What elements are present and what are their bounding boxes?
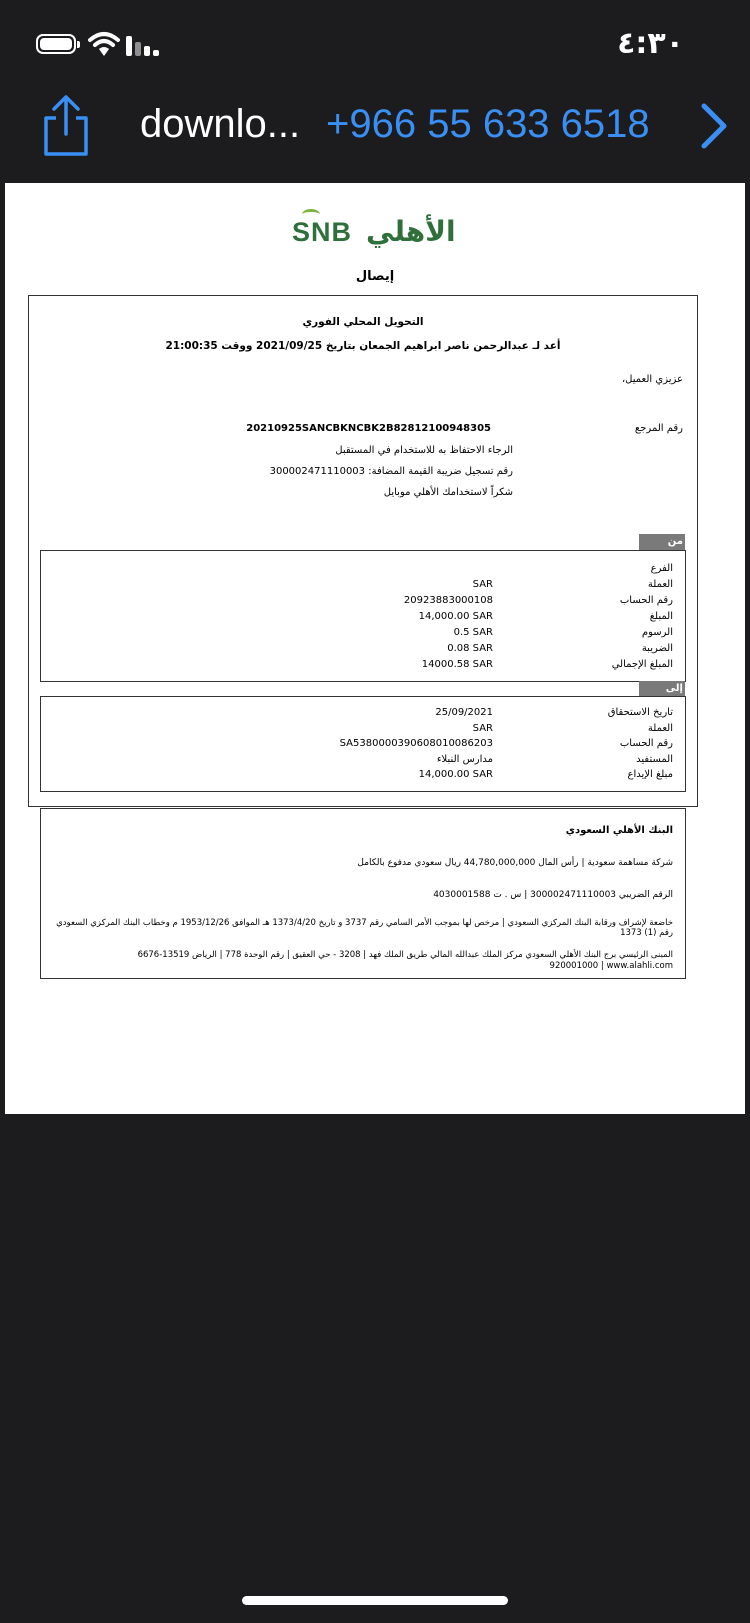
- bank-capital: شركة مساهمة سعودية | رأس المال 44,780,000,000 ريال سعودي مدفوع بالكامل: [357, 858, 673, 868]
- detail-value: 25/09/2021: [435, 707, 493, 718]
- bank-license-1: خاضعة لإشراف ورقابة البنك المركزي السعودي | مرخص لها بموجب الأمر السامي رقم 3737 و تاريخ 1373/4/20 هـ الموافق 1953/12/26 م وخطاب البنك المركزي السعودي: [56, 918, 673, 928]
- to-tag: إلى: [639, 681, 685, 697]
- cellular-signal-icon: [126, 34, 162, 56]
- detail-label: المبلغ الإجمالي: [611, 659, 673, 670]
- detail-label: تاريخ الاستحقاق: [607, 707, 673, 718]
- to-box: [40, 696, 686, 792]
- detail-value: 20923883000108: [403, 595, 493, 606]
- bank-address-1: المبنى الرئيسي برج البنك الأهلي السعودي مركز الملك عبدالله المالي طريق الملك فهد | 3208 - حي العقيق | رقم الوحدة 778 | الرياض 13519-6676: [137, 950, 673, 960]
- reference-value: 20210925SANCBKNCBK2B82812100948305: [246, 423, 491, 434]
- status-time: ٤:٣٠: [617, 26, 684, 61]
- reference-label: رقم المرجع: [634, 423, 683, 434]
- detail-label: العملة: [647, 579, 673, 590]
- detail-label: الضريبة: [641, 643, 673, 654]
- thanks-note: شكراً لاستخدامك الأهلي موبايل: [383, 487, 513, 498]
- battery-icon: [36, 34, 76, 54]
- detail-label: الرسوم: [641, 627, 673, 638]
- detail-label: مبلغ الإيداع: [627, 769, 673, 780]
- bank-name: البنك الأهلي السعودي: [565, 825, 673, 836]
- logo-arabic: الأهلي: [366, 215, 456, 248]
- detail-value: 14,000.00 SAR: [418, 611, 493, 622]
- keep-note: الرجاء الاحتفاظ به للاستخدام في المستقبل: [335, 445, 513, 456]
- bank-license-2: رقم (1) 1373: [620, 928, 673, 938]
- home-indicator[interactable]: [242, 1596, 508, 1605]
- status-bar: [0, 0, 750, 80]
- detail-label: الفرع: [650, 563, 673, 574]
- phone-link[interactable]: +966 55 633 6518: [326, 102, 650, 146]
- detail-label: رقم الحساب: [619, 738, 673, 749]
- detail-label: المبلغ: [649, 611, 673, 622]
- document-page: [5, 183, 745, 1114]
- bank-address-2: 920001000 | www.alahli.com: [549, 961, 673, 971]
- bank-tax-cr: الرقم الضريبي 300002471110003 | س . ت 4030001588: [433, 890, 673, 900]
- viewer-toolbar: [0, 90, 750, 170]
- detail-value: SAR: [472, 579, 493, 590]
- detail-value: SAR: [472, 722, 493, 734]
- wifi-icon: [88, 30, 120, 58]
- detail-label: المستفيد: [636, 753, 673, 765]
- from-tag: من: [639, 534, 685, 550]
- detail-value: SA5380000390608010086203: [339, 738, 493, 749]
- bank-footer-box: [40, 808, 686, 979]
- detail-label: العملة: [647, 722, 673, 734]
- detail-value: 0.5 SAR: [453, 627, 493, 638]
- share-icon[interactable]: [40, 94, 92, 158]
- detail-value: 14,000.00 SAR: [418, 769, 493, 780]
- detail-label: رقم الحساب: [619, 595, 673, 606]
- receipt-box: [28, 295, 698, 807]
- from-box: [40, 550, 686, 682]
- detail-value: 0.08 SAR: [447, 643, 493, 654]
- document-title: downlo...: [140, 102, 301, 146]
- initiated-line: أعد لـ عبدالرحمن ناصر ابراهيم الجمعان بتاريخ 2021/09/25 ووقت 21:00:35: [165, 340, 561, 352]
- receipt-title: إيصال: [355, 269, 395, 284]
- chevron-right-icon[interactable]: [700, 102, 728, 150]
- greeting: عزيزي العميل،: [621, 374, 683, 385]
- vat-line: رقم تسجيل ضريبة القيمة المضافة: 300002471110003: [269, 466, 513, 477]
- snb-logo: [288, 213, 458, 257]
- transfer-type: التحويل المحلي الفوري: [302, 316, 424, 328]
- detail-value: 14000.58 SAR: [421, 659, 493, 670]
- detail-value: مدارس النبلاء: [436, 753, 493, 765]
- logo-english: SNB: [292, 217, 353, 247]
